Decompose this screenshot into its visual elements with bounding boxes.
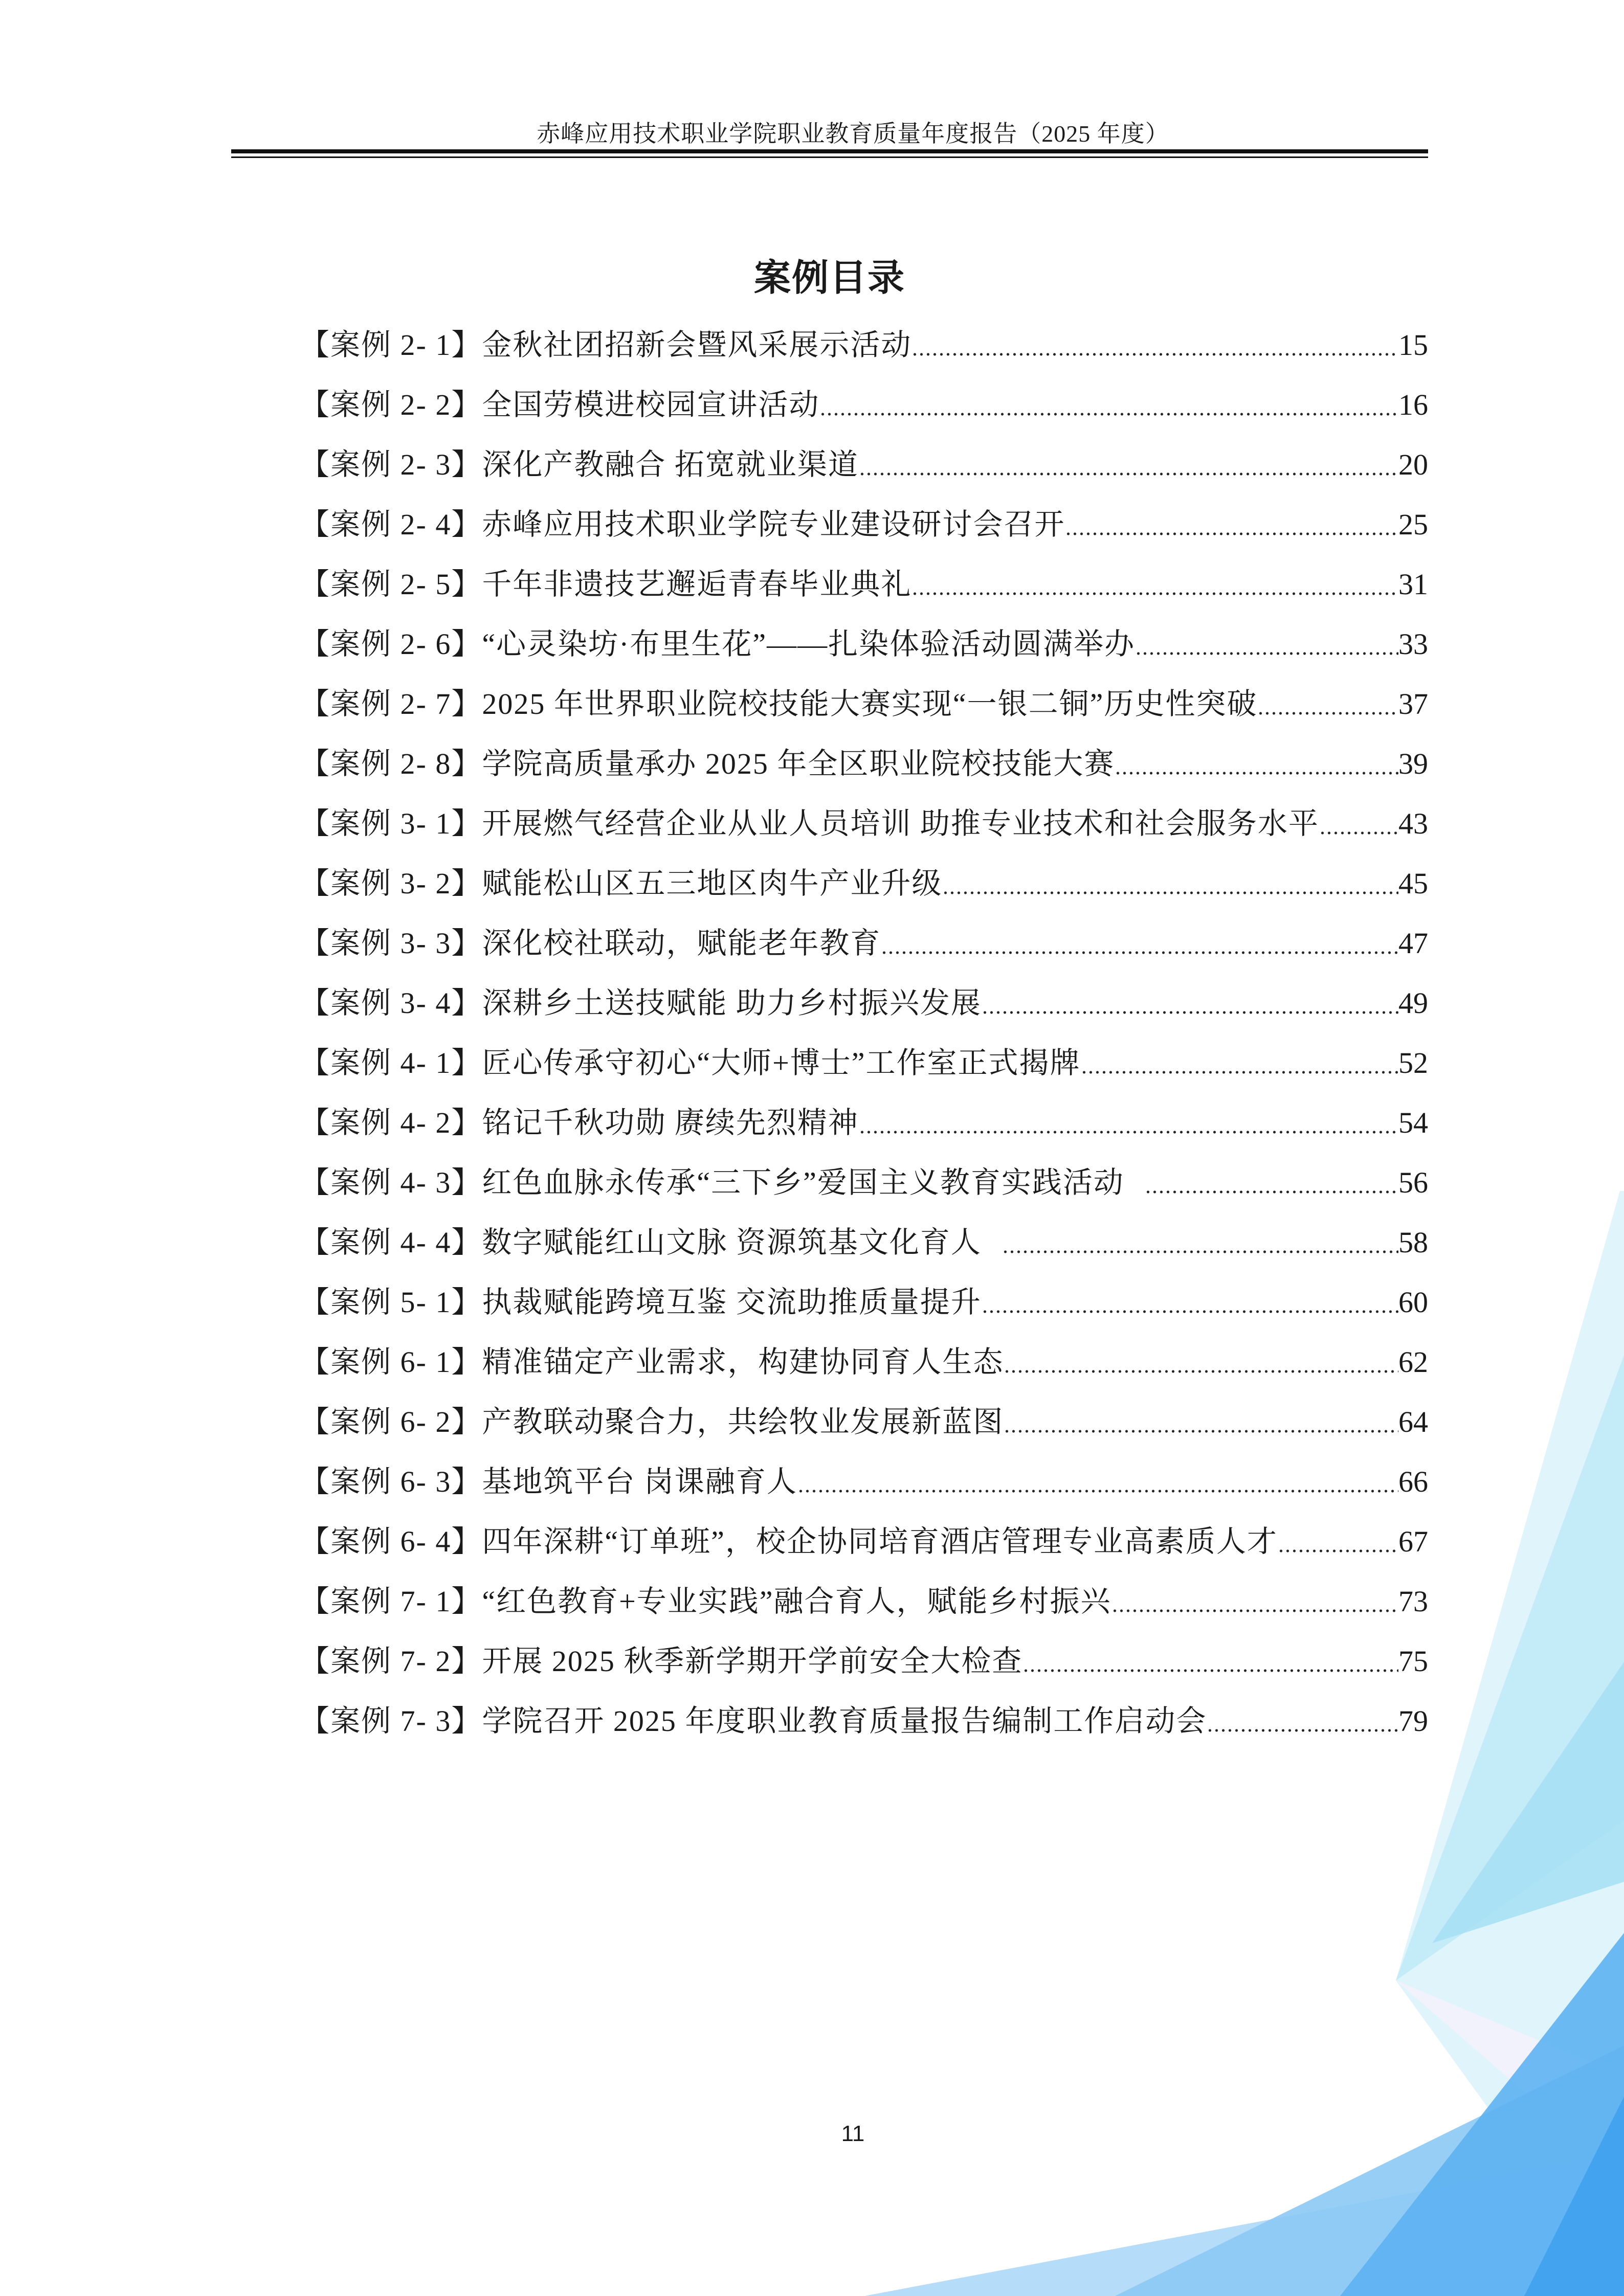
toc-entry-page: 56 — [1398, 1166, 1428, 1199]
toc-entry-leader-dots — [1002, 1212, 1398, 1272]
toc-entry-title: 开展燃气经营企业从业人员培训 助推专业技术和社会服务水平 — [482, 807, 1319, 840]
toc-entry-title: 千年非遗技艺邂逅青春毕业典礼 — [482, 568, 912, 601]
toc-entry-leader-dots — [982, 1272, 1398, 1332]
toc-entry-page: 15 — [1398, 328, 1428, 362]
toc-entry-title: 深耕乡土送技赋能 助力乡村振兴发展 — [482, 986, 982, 1020]
toc-entry-page: 73 — [1398, 1585, 1428, 1618]
toc-entry-label: 【案例 4- 3】 — [300, 1166, 482, 1199]
toc-entry-label: 【案例 2- 8】 — [300, 747, 482, 780]
toc-entry[interactable] — [300, 554, 1428, 614]
toc-entry-label: 【案例 4- 2】 — [300, 1106, 482, 1139]
toc-entry-title: 精准锚定产业需求，构建协同育人生态 — [482, 1345, 1004, 1379]
toc-entry[interactable] — [300, 734, 1428, 794]
toc-entry-label: 【案例 2- 3】 — [300, 448, 482, 481]
toc-entry-title: “红色教育+专业实践”融合育人，赋能乡村振兴 — [482, 1585, 1111, 1618]
toc-entry-page: 16 — [1398, 388, 1428, 421]
toc-entry-leader-dots — [1111, 1571, 1398, 1631]
toc-entry-title: 产教联动聚合力，共绘牧业发展新蓝图 — [482, 1405, 1004, 1438]
toc-entry-leader-dots — [942, 853, 1398, 913]
toc-entry-label: 【案例 3- 2】 — [300, 867, 482, 900]
toc-entry-leader-dots — [982, 973, 1398, 1033]
toc-entry-leader-dots — [859, 1093, 1398, 1153]
toc-entry-leader-dots — [1004, 1332, 1398, 1392]
toc-entry[interactable] — [300, 1212, 1428, 1272]
toc-entry-leader-dots — [1135, 614, 1398, 674]
toc-entry-title: 匠心传承守初心“大师+博士”工作室正式揭牌 — [482, 1046, 1081, 1079]
toc-entry-page: 62 — [1398, 1345, 1428, 1379]
header-rule-thick — [231, 149, 1428, 153]
toc-entry[interactable] — [300, 973, 1428, 1033]
toc-entry-leader-dots — [1115, 734, 1398, 794]
toc-entry-leader-dots — [881, 913, 1398, 973]
toc-entry-page: 20 — [1398, 448, 1428, 481]
toc-entry-page: 67 — [1398, 1525, 1428, 1558]
toc-entry-label: 【案例 2- 4】 — [300, 508, 482, 541]
toc-entry-page: 75 — [1398, 1645, 1428, 1678]
toc-entry-title: 四年深耕“订单班”，校企协同培育酒店管理专业高素质人才 — [482, 1525, 1278, 1558]
toc-entry-leader-dots — [1145, 1153, 1398, 1212]
toc-entry[interactable] — [300, 1631, 1428, 1691]
toc-entry-page: 52 — [1398, 1046, 1428, 1079]
toc-entry-page: 47 — [1398, 927, 1428, 960]
toc-entry[interactable] — [300, 315, 1428, 375]
toc-entry[interactable] — [300, 1093, 1428, 1153]
toc-entry-leader-dots — [859, 435, 1398, 494]
toc-entry-label: 【案例 6- 1】 — [300, 1345, 482, 1379]
toc-title: 案例目录 — [753, 256, 905, 299]
toc-entry[interactable] — [300, 794, 1428, 853]
toc-entry[interactable] — [300, 1691, 1428, 1751]
toc-entry-label: 【案例 2- 6】 — [300, 627, 482, 661]
toc-entry[interactable] — [300, 853, 1428, 913]
running-header: 赤峰应用技术职业学院职业教育质量年度报告（2025 年度） — [537, 121, 1169, 147]
toc-entry-page: 43 — [1398, 807, 1428, 840]
toc-entry-page: 31 — [1398, 568, 1428, 601]
toc-entry-title: 数字赋能红山文脉 资源筑基文化育人 — [482, 1226, 982, 1259]
toc-entry-title: 学院高质量承办 2025 年全区职业院校技能大赛 — [482, 747, 1115, 780]
toc-entry[interactable] — [300, 1272, 1428, 1332]
toc-entry-title: 深化产教融合 拓宽就业渠道 — [482, 448, 859, 481]
toc-entry[interactable] — [300, 1452, 1428, 1512]
toc-entry[interactable] — [300, 1033, 1428, 1093]
toc-entry-label: 【案例 7- 2】 — [300, 1645, 482, 1678]
toc-entry-page: 33 — [1398, 627, 1428, 661]
toc-entry-label: 【案例 2- 7】 — [300, 687, 482, 721]
toc-entry-title: 赤峰应用技术职业学院专业建设研讨会召开 — [482, 508, 1065, 541]
toc-entry-title: “心灵染坊·布里生花”——扎染体验活动圆满举办 — [482, 627, 1136, 661]
toc-entry-page: 79 — [1398, 1704, 1428, 1738]
toc-entry-title: 开展 2025 秋季新学期开学前安全大检查 — [482, 1645, 1023, 1678]
toc-entry-label: 【案例 3- 3】 — [300, 927, 482, 960]
toc-entry-page: 45 — [1398, 867, 1428, 900]
toc-entry-leader-dots — [1278, 1512, 1398, 1571]
toc-entry-page: 39 — [1398, 747, 1428, 780]
page-number: 11 — [841, 2121, 865, 2146]
toc-entry-title: 红色血脉永传承“三下乡”爱国主义教育实践活动 — [482, 1166, 1124, 1199]
toc-entry-label: 【案例 6- 2】 — [300, 1405, 482, 1438]
toc-entry-label: 【案例 7- 1】 — [300, 1585, 482, 1618]
toc-entry-leader-dots — [797, 1452, 1398, 1512]
toc-entry[interactable] — [300, 674, 1428, 734]
toc-entry[interactable] — [300, 1392, 1428, 1452]
toc-entry-title: 执裁赋能跨境互鉴 交流助推质量提升 — [482, 1286, 982, 1319]
toc-entry[interactable] — [300, 614, 1428, 674]
toc-entry[interactable] — [300, 913, 1428, 973]
toc-entry-leader-dots — [1004, 1392, 1398, 1452]
toc-entry-label: 【案例 6- 3】 — [300, 1465, 482, 1498]
toc-entry[interactable] — [300, 375, 1428, 435]
toc-entry-leader-dots — [911, 315, 1398, 375]
toc-entry-title: 学院召开 2025 年度职业教育质量报告编制工作启动会 — [482, 1704, 1207, 1738]
toc-entry-leader-dots — [1022, 1631, 1398, 1691]
toc-entry-title: 金秋社团招新会暨风采展示活动 — [482, 328, 912, 362]
toc-entry-page: 54 — [1398, 1106, 1428, 1139]
toc-entry-label: 【案例 4- 4】 — [300, 1226, 482, 1259]
toc-entry-label: 【案例 3- 4】 — [300, 986, 482, 1020]
toc-entry-title: 全国劳模进校园宣讲活动 — [482, 388, 820, 421]
toc-entry-title: 基地筑平台 岗课融育人 — [482, 1465, 797, 1498]
toc-entry-leader-dots — [819, 375, 1398, 435]
toc-entry-label: 【案例 6- 4】 — [300, 1525, 482, 1558]
toc-entry-title: 铭记千秋功勋 赓续先烈精神 — [482, 1106, 859, 1139]
toc-entry-page: 49 — [1398, 986, 1428, 1020]
toc-entry-title: 2025 年世界职业院校技能大赛实现“一银二铜”历史性突破 — [482, 687, 1258, 721]
toc-entry-leader-dots — [1065, 494, 1398, 554]
toc-entry-page: 25 — [1398, 508, 1428, 541]
toc-entry-label: 【案例 5- 1】 — [300, 1286, 482, 1319]
toc-entry-label: 【案例 2- 5】 — [300, 568, 482, 601]
toc-entry-label: 【案例 4- 1】 — [300, 1046, 482, 1079]
toc-entry[interactable] — [300, 1512, 1428, 1571]
toc-entry-label: 【案例 2- 1】 — [300, 328, 482, 362]
toc-entry-leader-dots — [1257, 674, 1398, 734]
toc-entry[interactable] — [300, 1153, 1428, 1212]
toc-entry[interactable] — [300, 1332, 1428, 1392]
toc-entry-leader-dots — [1081, 1033, 1398, 1093]
toc-list — [300, 315, 1428, 1751]
toc-entry-label: 【案例 2- 2】 — [300, 388, 482, 421]
toc-entry-leader-dots — [911, 554, 1398, 614]
toc-entry-leader-dots — [1207, 1691, 1398, 1751]
toc-entry-label: 【案例 7- 3】 — [300, 1704, 482, 1738]
toc-entry-page: 37 — [1398, 687, 1428, 721]
toc-entry-label: 【案例 3- 1】 — [300, 807, 482, 840]
toc-entry[interactable] — [300, 1571, 1428, 1631]
toc-entry[interactable] — [300, 435, 1428, 494]
toc-entry-page: 64 — [1398, 1405, 1428, 1438]
toc-entry-leader-dots — [1319, 794, 1398, 853]
toc-entry-page: 66 — [1398, 1465, 1428, 1498]
toc-entry[interactable] — [300, 494, 1428, 554]
toc-entry-page: 58 — [1398, 1226, 1428, 1259]
toc-entry-page: 60 — [1398, 1286, 1428, 1319]
header-rule-thin — [231, 156, 1428, 158]
toc-entry-title: 深化校社联动，赋能老年教育 — [482, 927, 881, 960]
toc-entry-title: 赋能松山区五三地区肉牛产业升级 — [482, 867, 943, 900]
